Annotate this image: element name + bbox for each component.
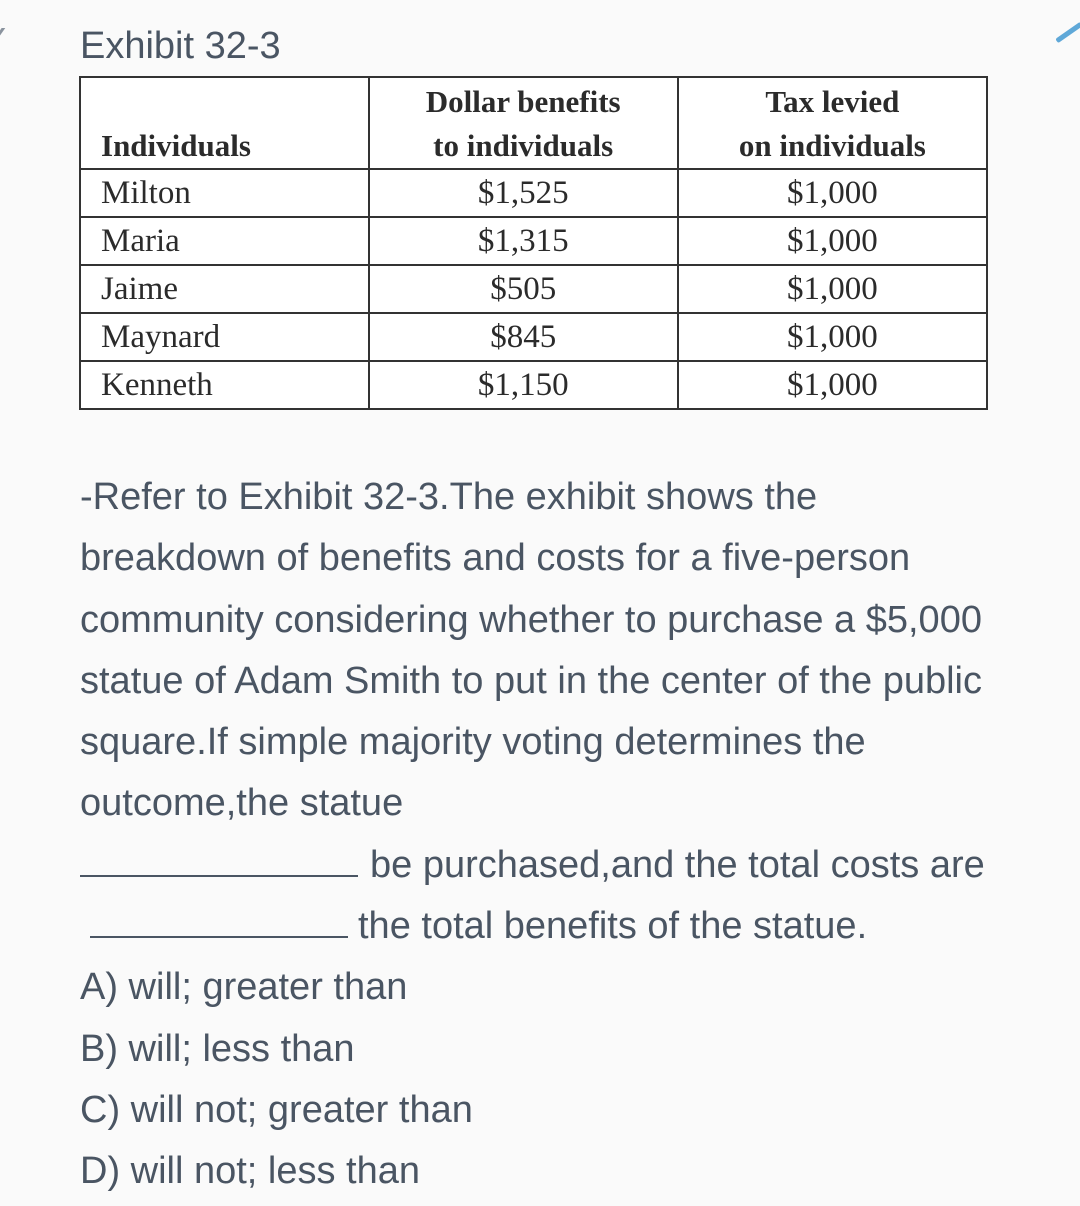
header-tax-line1: Tax levied bbox=[765, 84, 900, 119]
header-benefits-line1: Dollar benefits bbox=[425, 84, 621, 119]
header-tax-line2: on individuals bbox=[738, 128, 926, 163]
row-name: Maria bbox=[80, 217, 369, 265]
option-c[interactable]: C) will not; greater than bbox=[80, 1088, 473, 1131]
row-tax: $1,000 bbox=[678, 265, 987, 313]
answer-options bbox=[80, 957, 1000, 1202]
table-row bbox=[80, 169, 987, 217]
header-benefits-line2: to individuals bbox=[433, 128, 614, 163]
row-benefit: $1,315 bbox=[369, 217, 678, 265]
answer-blank-1 bbox=[80, 842, 358, 876]
option-d[interactable]: D) will not; less than bbox=[80, 1150, 421, 1193]
row-name: Maynard bbox=[80, 313, 369, 361]
question-text-part2: be purchased,and the total costs are bbox=[370, 843, 985, 886]
row-tax: $1,000 bbox=[678, 217, 987, 265]
table-row bbox=[80, 265, 987, 313]
row-name: Jaime bbox=[80, 265, 369, 313]
question bbox=[80, 467, 1000, 1203]
option-a[interactable]: A) will; greater than bbox=[80, 966, 408, 1009]
exhibit-table bbox=[79, 76, 988, 410]
table-row bbox=[80, 313, 987, 361]
row-name: Kenneth bbox=[80, 361, 369, 409]
row-tax: $1,000 bbox=[678, 313, 987, 361]
option-b[interactable]: B) will; less than bbox=[80, 1027, 355, 1070]
exhibit-title: Exhibit 32-3 bbox=[80, 25, 281, 67]
header-individuals: Individuals bbox=[80, 77, 369, 169]
question-text-part3: the total benefits of the statue. bbox=[358, 905, 868, 948]
row-name: Milton bbox=[80, 169, 369, 217]
table-row bbox=[80, 217, 987, 265]
header-tax bbox=[678, 77, 987, 169]
row-tax: $1,000 bbox=[678, 169, 987, 217]
header-benefits bbox=[369, 77, 678, 169]
answer-blank-2 bbox=[90, 904, 348, 938]
row-benefit: $505 bbox=[369, 265, 678, 313]
table-header-row bbox=[80, 77, 987, 169]
question-text-part1: -Refer to Exhibit 32-3.The exhibit shows the breakdown of benefits and costs for a five-person community considering whether to purchase a $5,000 statue of Adam Smith to put in the center of the public square.If simple majority voting determines the outcome,the statue bbox=[80, 476, 982, 825]
row-tax: $1,000 bbox=[678, 361, 987, 409]
row-benefit: $1,525 bbox=[369, 169, 678, 217]
row-benefit: $845 bbox=[369, 313, 678, 361]
row-benefit: $1,150 bbox=[369, 361, 678, 409]
left-edge-mark bbox=[0, 28, 8, 42]
collapse-icon[interactable] bbox=[1054, 20, 1080, 46]
table-row bbox=[80, 361, 987, 409]
